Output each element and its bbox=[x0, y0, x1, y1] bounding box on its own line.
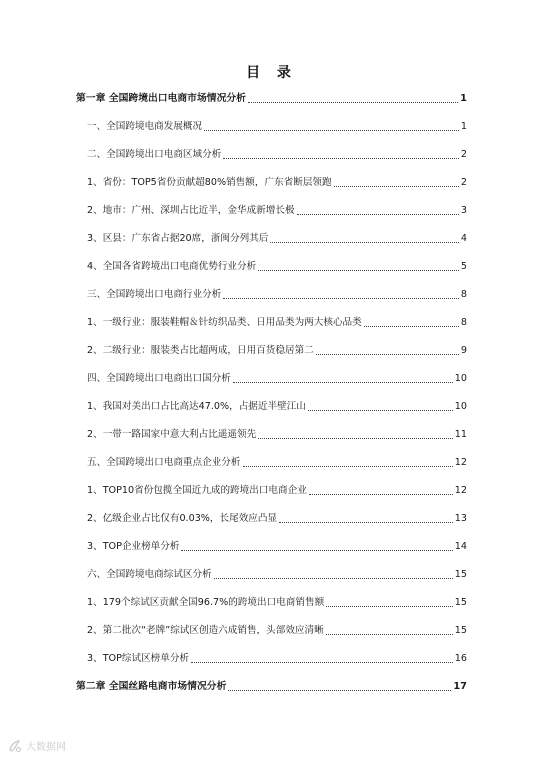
dot-leader bbox=[297, 214, 459, 215]
toc-entry-page: 14 bbox=[454, 541, 467, 552]
toc-entry-page: 8 bbox=[460, 317, 467, 328]
dot-leader bbox=[326, 606, 453, 607]
dot-leader bbox=[243, 466, 453, 467]
dot-leader bbox=[308, 410, 453, 411]
toc-entry-page: 8 bbox=[460, 289, 467, 300]
dot-leader bbox=[270, 242, 458, 243]
toc-entry-chapter-2[interactable] bbox=[76, 679, 467, 695]
dot-leader bbox=[279, 522, 453, 523]
dot-leader bbox=[316, 354, 459, 355]
toc-entry-page: 3 bbox=[460, 205, 467, 216]
toc-entry-label: 三、全国跨境出口电商行业分析 bbox=[87, 289, 222, 300]
dot-leader bbox=[223, 158, 459, 159]
toc-entry-page: 9 bbox=[460, 345, 467, 356]
dot-leader bbox=[233, 382, 453, 383]
toc-entry-page: 12 bbox=[454, 485, 467, 496]
toc-entry[interactable] bbox=[87, 623, 467, 639]
dot-leader bbox=[223, 298, 459, 299]
toc-entry-label: 1、我国对美出口占比高达47.0%，占据近半壁江山 bbox=[87, 401, 306, 412]
toc-entry-page: 5 bbox=[460, 261, 467, 272]
toc-entry-label: 1、省份：TOP5省份贡献超80%销售额，广东省断层领跑 bbox=[87, 177, 332, 188]
toc-entry[interactable] bbox=[87, 399, 467, 415]
toc-entry-label: 2、地市：广州、深圳占比近半，金华成新增长极 bbox=[87, 205, 295, 216]
toc-entry[interactable] bbox=[87, 483, 467, 499]
toc-entry-label: 1、TOP10省份包揽全国近九成的跨境出口电商企业 bbox=[87, 485, 307, 496]
toc-entry-label: 六、全国跨境电商综试区分析 bbox=[87, 569, 212, 580]
toc-entry-label: 2、亿级企业占比仅有0.03%，长尾效应凸显 bbox=[87, 513, 278, 524]
toc-entry-label: 五、全国跨境出口电商重点企业分析 bbox=[87, 457, 241, 468]
toc-entry-page: 17 bbox=[453, 681, 467, 692]
dot-leader bbox=[248, 102, 458, 103]
toc-entry[interactable] bbox=[87, 147, 467, 163]
toc-entry[interactable] bbox=[87, 343, 467, 359]
watermark bbox=[8, 738, 66, 753]
toc-entry[interactable] bbox=[87, 511, 467, 527]
dot-leader bbox=[326, 634, 453, 635]
toc-entry[interactable] bbox=[87, 203, 467, 219]
toc-entry-label: 2、一带一路国家中意大利占比遥遥领先 bbox=[87, 429, 257, 440]
toc-entry-label: 4、全国各省跨境出口电商优势行业分析 bbox=[87, 261, 257, 272]
watermark-logo-icon bbox=[8, 739, 22, 753]
toc-entry-page: 15 bbox=[454, 625, 467, 636]
toc-entry-page: 15 bbox=[454, 597, 467, 608]
toc-entry-page: 13 bbox=[454, 513, 467, 524]
toc-entry-page: 1 bbox=[460, 93, 467, 104]
toc-entry[interactable] bbox=[87, 287, 467, 303]
toc-entry-label: 2、二级行业：服装类占比超两成，日用百货稳居第二 bbox=[87, 345, 314, 356]
toc-entry-label: 第一章 全国跨境出口电商市场情况分析 bbox=[76, 93, 246, 104]
toc-entry-page: 4 bbox=[460, 233, 467, 244]
dot-leader bbox=[334, 186, 459, 187]
toc-entry[interactable] bbox=[87, 119, 467, 135]
toc-entry-page: 11 bbox=[454, 429, 467, 440]
toc-entry[interactable] bbox=[87, 539, 467, 555]
toc-entry-label: 3、TOP综试区榜单分析 bbox=[87, 653, 190, 664]
toc-entry[interactable] bbox=[87, 455, 467, 471]
toc-entry-label: 3、区县：广东省占据20席，浙闽分列其后 bbox=[87, 233, 269, 244]
watermark-text: 大数据网 bbox=[26, 742, 66, 753]
toc-entry[interactable] bbox=[87, 371, 467, 387]
toc-entry-page: 10 bbox=[454, 401, 467, 412]
toc-entry[interactable] bbox=[87, 567, 467, 583]
toc-entry[interactable] bbox=[87, 231, 467, 247]
toc-entry-label: 二、全国跨境出口电商区域分析 bbox=[87, 149, 222, 160]
toc-entry-label: 1、一级行业：服装鞋帽＆针纺织品类、日用品类为两大核心品类 bbox=[87, 317, 362, 328]
dot-leader bbox=[214, 578, 453, 579]
toc-entry-page: 1 bbox=[460, 121, 467, 132]
toc-entry-page: 10 bbox=[454, 373, 467, 384]
dot-leader bbox=[364, 326, 459, 327]
toc-entry[interactable] bbox=[87, 175, 467, 191]
toc-entry-label: 第二章 全国丝路电商市场情况分析 bbox=[76, 681, 227, 692]
toc-entry-label: 1、179个综试区贡献全国96.7%的跨境出口电商销售额 bbox=[87, 597, 325, 608]
toc-entry-page: 2 bbox=[460, 149, 467, 160]
toc-entry[interactable] bbox=[87, 651, 467, 667]
toc-entry-page: 2 bbox=[460, 177, 467, 188]
toc-entry-page: 16 bbox=[454, 653, 467, 664]
toc-entry[interactable] bbox=[87, 315, 467, 331]
dot-leader bbox=[309, 494, 453, 495]
toc-entry[interactable] bbox=[87, 259, 467, 275]
toc-entry-page: 15 bbox=[454, 569, 467, 580]
toc-title: 目 录 bbox=[246, 65, 297, 81]
dot-leader bbox=[191, 662, 453, 663]
dot-leader bbox=[258, 438, 453, 439]
dot-leader bbox=[258, 270, 459, 271]
toc-entry[interactable] bbox=[87, 427, 467, 443]
dot-leader bbox=[204, 130, 459, 131]
toc-entry-label: 2、第二批次“老牌”综试区创造六成销售，头部效应清晰 bbox=[87, 625, 324, 636]
toc-entry-label: 3、TOP企业榜单分析 bbox=[87, 541, 180, 552]
toc-entry-page: 12 bbox=[454, 457, 467, 468]
toc-entry[interactable] bbox=[87, 595, 467, 611]
toc-entry-chapter-1[interactable] bbox=[76, 91, 467, 107]
dot-leader bbox=[181, 550, 452, 551]
dot-leader bbox=[228, 690, 451, 691]
toc-entry-label: 一、全国跨境电商发展概况 bbox=[87, 121, 203, 132]
toc-entry-label: 四、全国跨境出口电商出口国分析 bbox=[87, 373, 231, 384]
